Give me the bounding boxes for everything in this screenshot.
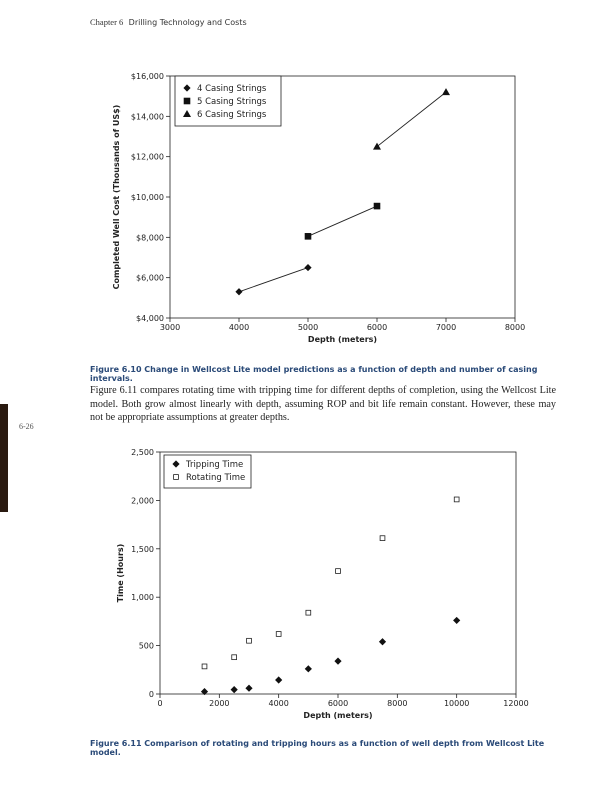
x-tick-label: 8000 [387,699,408,708]
data-point [379,638,386,645]
legend-label: Tripping Time [186,460,244,470]
legend-label: 5 Casing Strings [197,97,267,107]
legend-label: 6 Casing Strings [197,110,267,120]
y-tick-label: 1,500 [131,544,154,554]
data-point [453,617,460,624]
figure-6-11-caption: Figure 6.11 Comparison of rotating and tripping hours as a function of well depth from Wellcost Lite model. [90,739,545,757]
data-point [245,685,252,692]
body-paragraph: Figure 6.11 compares rotating time with tripping time for different depths of completion, using the Wellcost Lite model. Both grow almost linearly with depth, assuming ROP and bit life remain constant. However, these may not be appropriate assumptions at greater depths. [90,385,556,424]
x-tick-label: 12000 [503,699,529,708]
data-point [336,569,341,574]
data-point [306,610,311,615]
data-point [305,665,312,672]
x-tick-label: 6000 [327,699,349,708]
x-tick-label: 2000 [209,699,230,708]
chapter-title: Drilling Technology and Costs [128,18,247,27]
y-tick-label: $14,000 [130,112,164,122]
y-tick-label: $16,000 [130,72,164,81]
y-tick-label: $6,000 [136,273,164,283]
y-tick-label: $8,000 [136,233,164,243]
x-tick-label: 4000 [268,699,289,708]
legend-label: Rotating Time [186,473,246,483]
page-number: 6-26 [19,422,34,431]
x-axis-title: Depth (meters) [303,711,373,720]
y-tick-label: $12,000 [130,152,164,162]
y-tick-label: 2,500 [131,448,154,457]
x-tick-label: 8000 [504,323,526,332]
x-tick-label: 10000 [443,699,470,708]
y-tick-label: 500 [138,641,154,651]
data-point [232,655,237,660]
y-tick-label: $10,000 [130,193,164,202]
legend-marker [174,475,179,480]
data-point [454,497,459,502]
x-tick-label: 4000 [228,323,250,332]
data-point [276,632,281,637]
x-tick-label: 3000 [159,323,181,332]
y-tick-label: 1,000 [131,593,154,603]
data-point [380,536,385,541]
data-point [247,638,252,643]
x-tick-label: 6000 [366,323,388,332]
figure-6-10-caption: Figure 6.10 Change in Wellcost Lite model predictions as a function of depth and number of casing intervals. [90,365,538,383]
data-point [231,686,238,693]
x-tick-label: 7000 [435,323,457,332]
data-point [334,657,341,664]
y-tick-label: $4,000 [136,314,164,323]
x-tick-label: 0 [157,699,163,708]
x-axis-title: Depth (meters) [307,335,378,344]
y-axis-title: Time (Hours) [116,543,125,603]
y-tick-label: 0 [148,690,154,699]
data-point [202,664,207,669]
y-axis-title: Completed Well Cost (Thousands of US$) [112,104,121,290]
chapter-label: Chapter 6 [90,17,124,27]
y-tick-label: 2,000 [131,496,154,506]
data-point [275,676,282,683]
x-tick-label: 5000 [297,323,319,332]
legend-label: 4 Casing Strings [197,84,267,94]
